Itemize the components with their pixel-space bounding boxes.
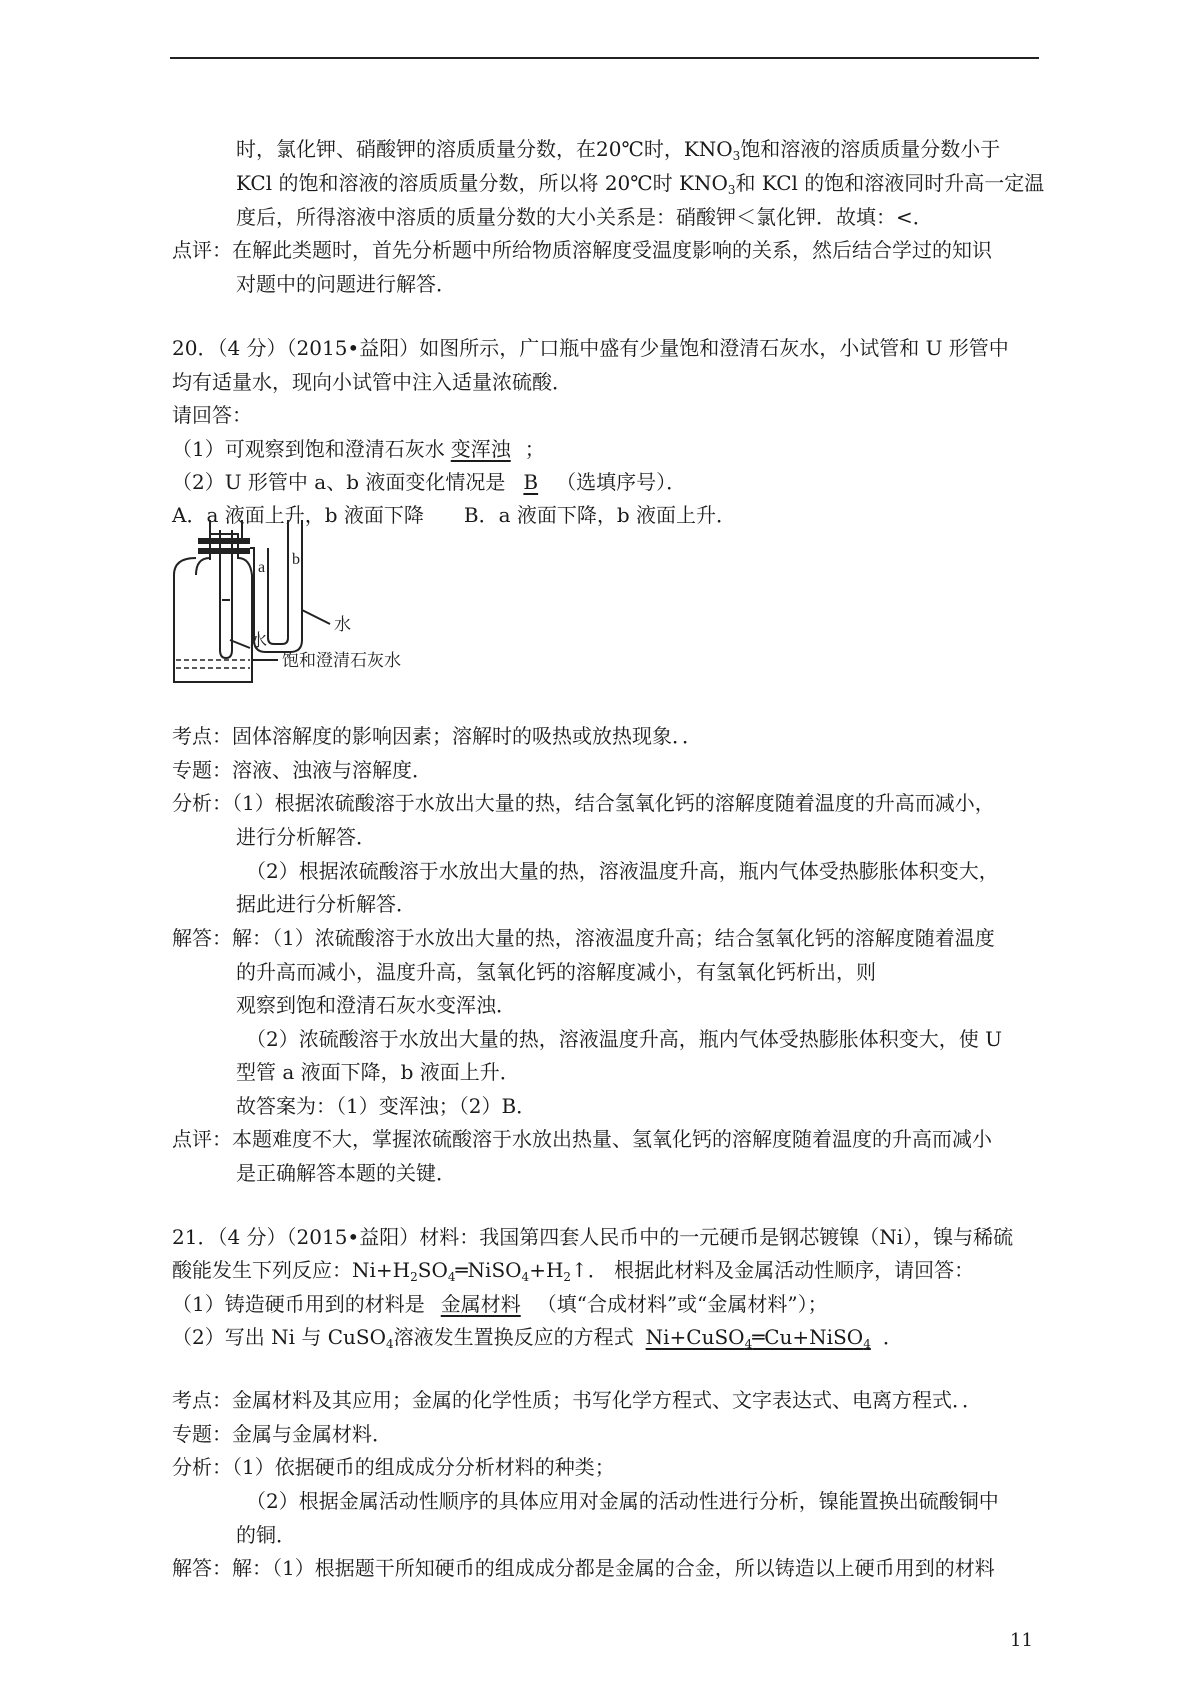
q20-answer-2: B <box>523 470 539 494</box>
q20-jieda-line-3: 观察到饱和澄清石灰水变浑浊． <box>236 993 516 1017</box>
q20-fenxi-line-4: 据此进行分析解答． <box>236 892 416 916</box>
label-water-test-tube: 水 <box>250 631 267 651</box>
q20-options: A．a 液面上升，b 液面下降 B．a 液面下降，b 液面上升． <box>172 503 737 527</box>
q20-sub-question-2: （2）U 形管中 a、b 液面变化情况是 B （选填序号）． <box>172 470 687 494</box>
prev-answer-line-3: 度后，所得溶液中溶质的质量分数的大小关系是：硝酸钾＜氯化钾．故填：<． <box>236 205 933 229</box>
q21-fenxi-line-3: 的铜． <box>236 1523 296 1547</box>
prev-comment-line-1: 点评：在解此类题时，首先分析题中所给物质溶解度受温度影响的关系，然后结合学过的知识 <box>172 238 992 262</box>
q20-jieda-line-2: 的升高而减小，温度升高，氢氧化钙的溶解度减小，有氢氧化钙析出，则 <box>236 960 876 984</box>
q21-fenxi-line-2: （2）根据金属活动性顺序的具体应用对金属的活动性进行分析，镍能置换出硫酸铜中 <box>246 1489 999 1513</box>
q21-answer-2: Ni+CuSO$_4$═Cu+NiSO$_4$ <box>645 1325 871 1351</box>
q21-kaodian: 考点：金属材料及其应用；金属的化学性质；书写化学方程式、文字表达式、电离方程式．． <box>172 1388 982 1412</box>
q21-zhuanti: 专题：金属与金属材料． <box>172 1422 392 1446</box>
q21-stem-line-1: 21．（4 分）（2015•益阳）材料：我国第四套人民币中的一元硬币是钢芯镀镍（Ni），镍与稀硫 <box>172 1225 1014 1249</box>
q20-fenxi-line-2: 进行分析解答． <box>236 825 376 849</box>
q20-answer-1: 变浑浊 <box>450 437 511 461</box>
q20-kaodian: 考点：固体溶解度的影响因素；溶解时的吸热或放热现象．． <box>172 724 702 748</box>
prev-comment-line-2: 对题中的问题进行解答． <box>236 272 456 296</box>
q20-fenxi-line-1: 分析：（1）根据浓硫酸溶于水放出大量的热，结合氢氧化钙的溶解度随着温度的升高而减小， <box>172 791 995 815</box>
page-number: 11 <box>1010 1630 1033 1651</box>
q20-zhuanti: 专题：溶液、浊液与溶解度． <box>172 758 432 782</box>
label-a: a <box>258 559 266 576</box>
prev-answer-line-1: 时，氯化钾、硝酸钾的溶质质量分数，在20℃时，$KNO_3$饱和溶液的溶质质量分数小于 <box>236 137 1001 163</box>
q20-stem-line-1: 20．（4 分）（2015•益阳）如图所示，广口瓶中盛有少量饱和澄清石灰水，小试管和 U 形管中 <box>172 336 1009 360</box>
q20-stem-line-2: 均有适量水，现向小试管中注入适量浓硫酸． <box>172 370 572 394</box>
q20-jieda-line-5: 型管 a 液面下降，b 液面上升． <box>236 1060 520 1084</box>
q21-stem-line-2: 酸能发生下列反应：$Ni+H_2SO_4═NiSO_4+H_2↑$． 根据此材料及金属活动性顺序，请回答： <box>172 1258 975 1284</box>
q20-jieda-line-4: （2）浓硫酸溶于水放出大量的热，溶液温度升高，瓶内气体受热膨胀体积变大，使 U <box>246 1027 1002 1051</box>
label-limewater: 饱和澄清石灰水 <box>282 651 401 671</box>
header-rule <box>170 57 1039 59</box>
q21-fenxi-line-1: 分析：（1）依据硬币的组成成分分析材料的种类； <box>172 1455 615 1479</box>
apparatus-figure <box>170 520 440 690</box>
stopper-band-bottom <box>198 548 250 554</box>
label-b: b <box>292 551 300 568</box>
q20-dianping-line-1: 点评：本题难度不大，掌握浓硫酸溶于水放出热量、氢氧化钙的溶解度随着温度的升高而减小 <box>172 1127 992 1151</box>
q20-fenxi-line-3: （2）根据浓硫酸溶于水放出大量的热，溶液温度升高，瓶内气体受热膨胀体积变大， <box>246 859 999 883</box>
q21-jieda-line-1: 解答：解：（1）根据题干所知硬币的组成成分都是金属的合金，所以铸造以上硬币用到的材料 <box>172 1556 995 1580</box>
q20-dianping-line-2: 是正确解答本题的关键． <box>236 1161 456 1185</box>
q20-jieda-line-1: 解答：解：（1）浓硫酸溶于水放出大量的热，溶液温度升高；结合氢氧化钙的溶解度随着温度 <box>172 926 995 950</box>
q20-prompt: 请回答： <box>172 403 252 427</box>
q21-answer-1: 金属材料 <box>440 1292 521 1316</box>
prev-answer-line-2: KCl 的饱和溶液的溶质质量分数，所以将 20℃时 $KNO_3$和 KCl 的饱和溶液同时升高一定温 <box>236 171 1045 197</box>
q20-sub-question-1: （1）可观察到饱和澄清石灰水 变浑浊 ； <box>172 437 545 461</box>
q21-sub-question-1: （1）铸造硬币用到的材料是 金属材料 （填“合成材料”或“金属材料”）； <box>172 1292 828 1316</box>
stopper-band-top <box>198 538 250 544</box>
label-water-u-tube: 水 <box>334 615 351 635</box>
q21-sub-question-2: （2）写出 Ni 与 CuSO$_4$溶液发生置换反应的方程式 Ni+CuSO$_4$═Cu+NiSO$_4$ ． <box>172 1325 903 1351</box>
q20-jieda-line-6: 故答案为：（1）变浑浊；（2）B． <box>236 1094 537 1118</box>
